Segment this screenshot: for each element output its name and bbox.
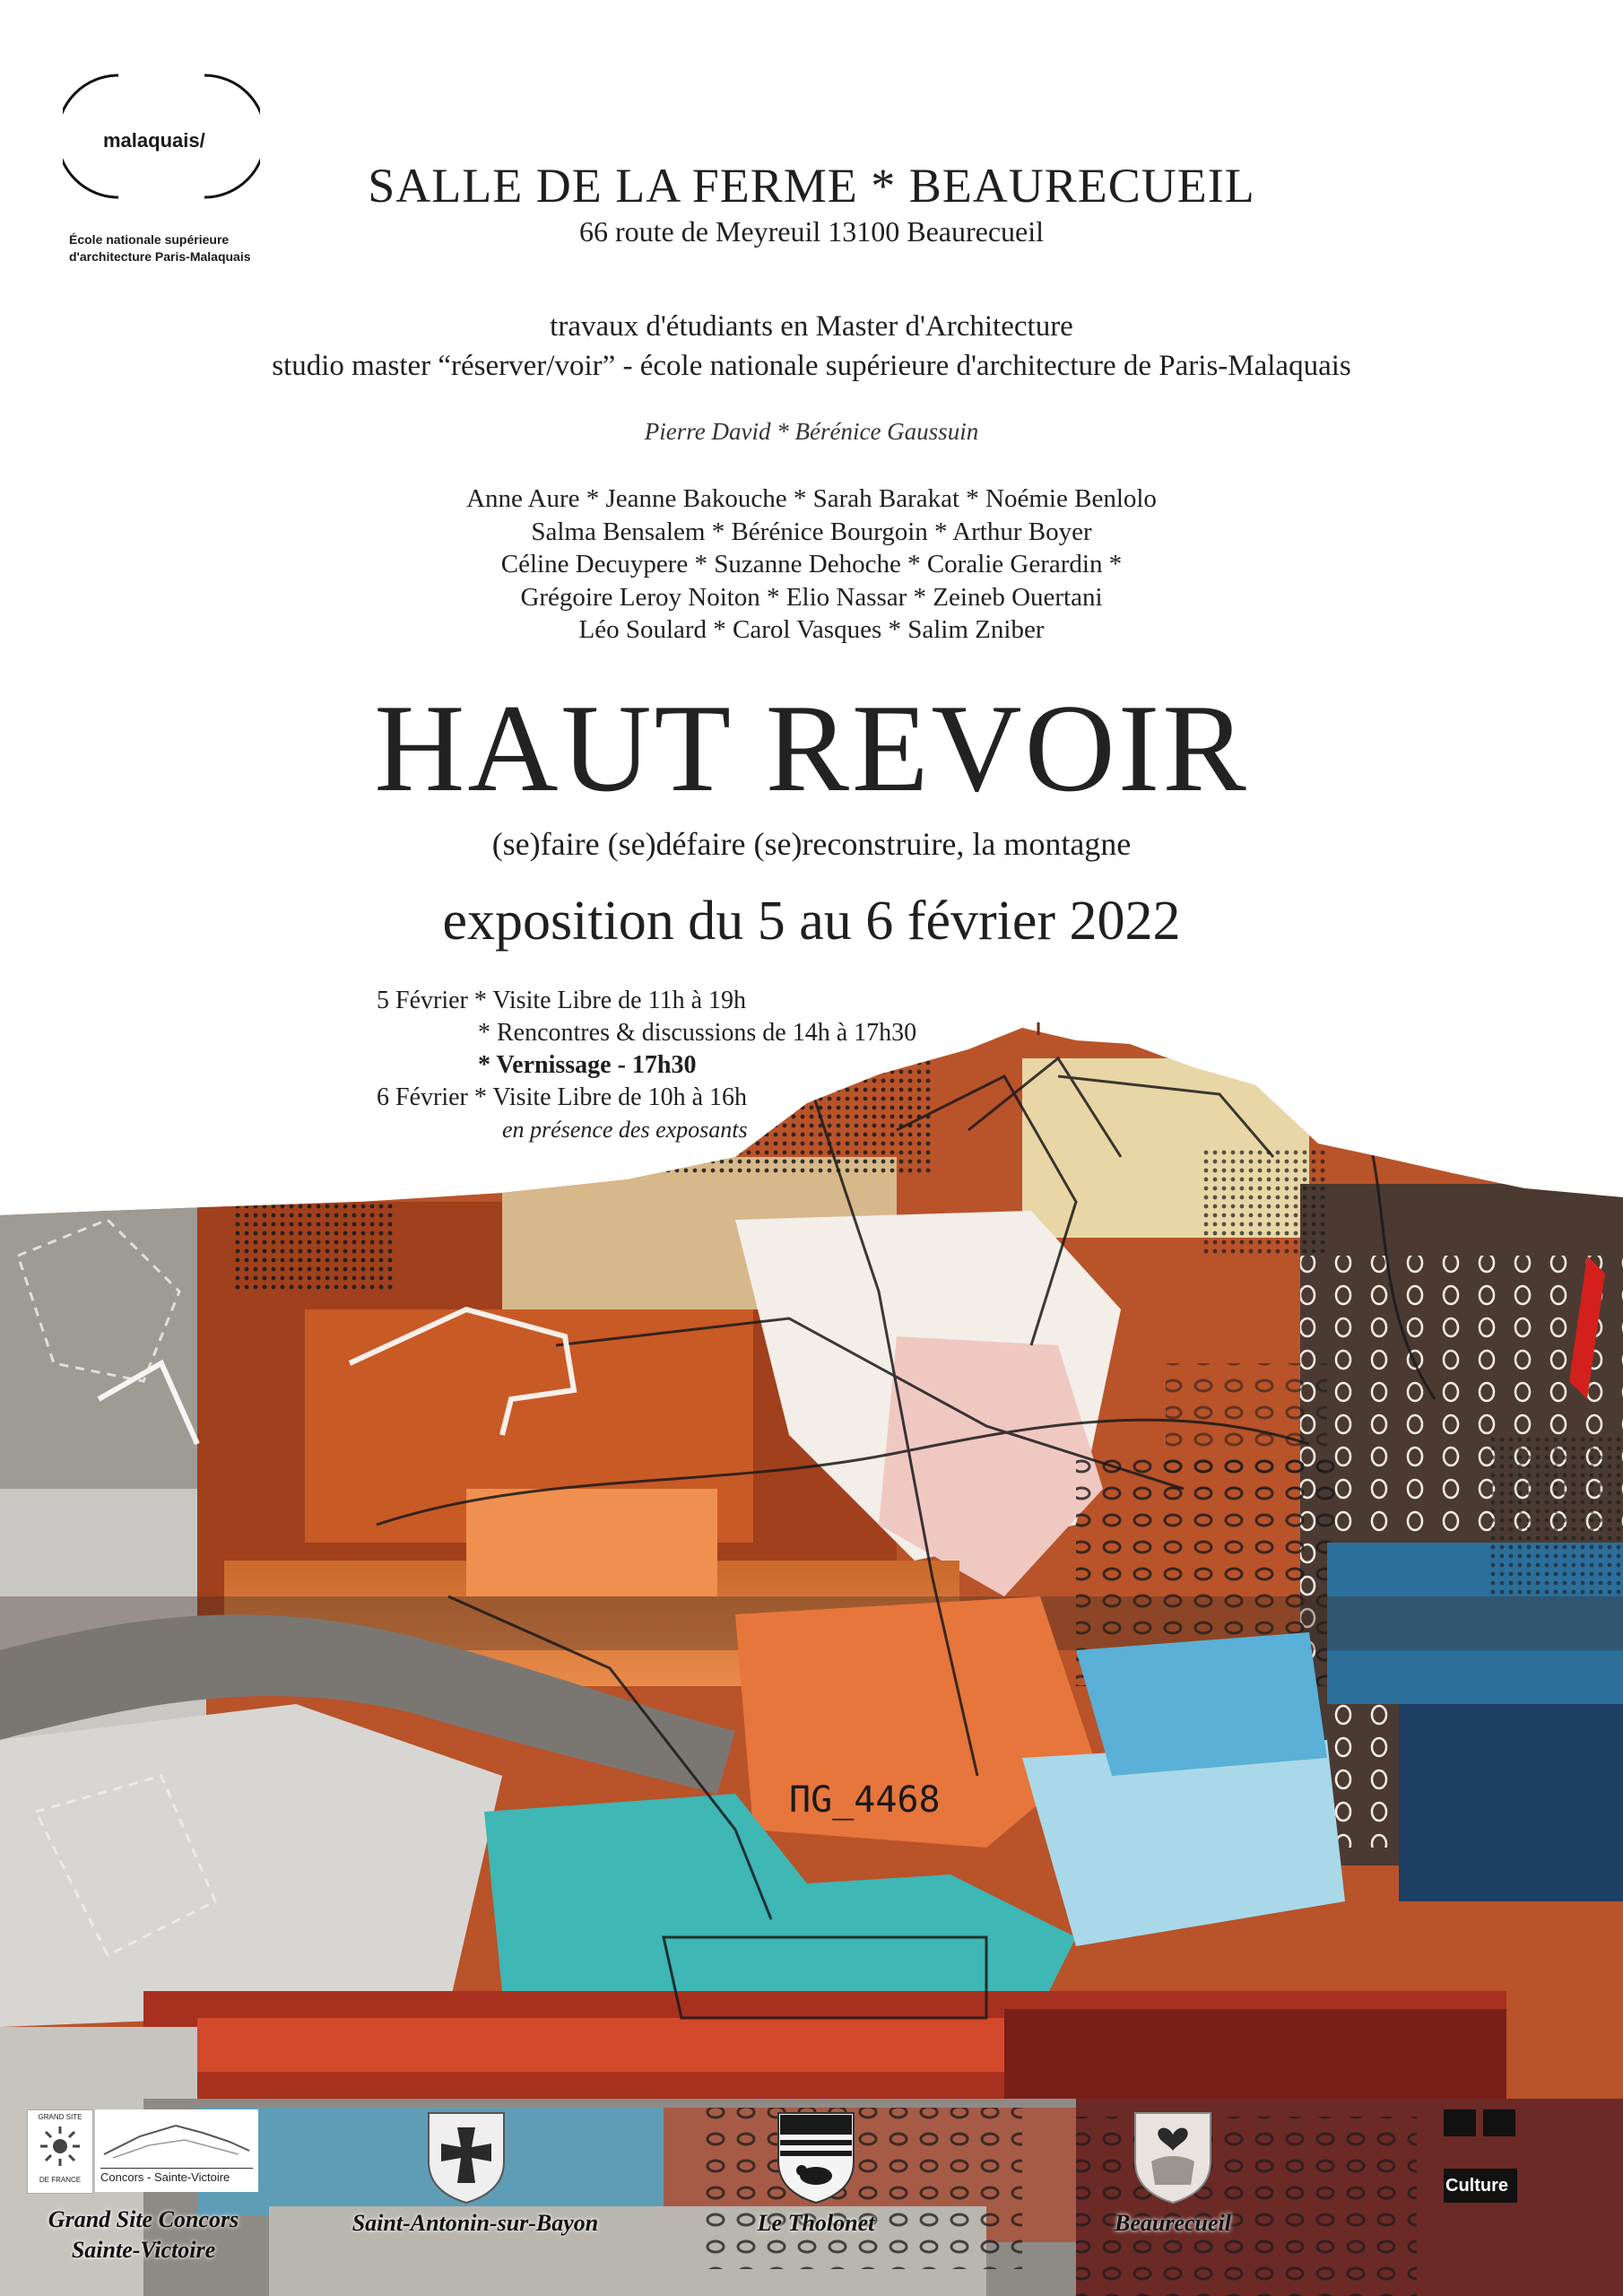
schedule-line4: 6 Février * Visite Libre de 10h à 16h [377, 1083, 748, 1111]
saint-antonin-shield-icon [421, 2108, 511, 2206]
schedule-line2: * Rencontres & discussions de 14h à 17h30 [478, 1019, 917, 1047]
students-line: Salma Bensalem * Bérénice Bourgoin * Arthur Boyer [531, 517, 1092, 546]
exhibition-title: HAUT REVOIR [374, 679, 1249, 818]
grand-site-badge [27, 2109, 93, 2194]
culture-logo [1444, 2109, 1515, 2208]
mountain-collage-artwork [0, 1022, 1623, 2296]
grand-site-badge-bottom: DE FRANCE [39, 2176, 82, 2184]
students-line: Anne Aure * Jeanne Bakouche * Sarah Barakat * Noémie Benlolo [466, 484, 1157, 513]
students-line: Grégoire Leroy Noiton * Elio Nassar * Zeineb Ouertani [520, 582, 1103, 612]
concors-banner-text: Concors - Sainte-Victoire [100, 2168, 253, 2184]
exhibition-dates: exposition du 5 au 6 février 2022 [442, 891, 1181, 952]
culture-wordmark: Culture [1444, 2169, 1517, 2203]
schedule-line1: 5 Février * Visite Libre de 11h à 19h [377, 987, 747, 1014]
tholonet-label: Le Tholonet [757, 2210, 875, 2236]
beaurecueil-shield-icon [1128, 2108, 1218, 2206]
grand-site-label-line1: Grand Site Concors [48, 2206, 239, 2232]
logo-caption-line1: École nationale supérieure [69, 232, 230, 247]
concors-banner [95, 2109, 258, 2192]
logo-caption-line2: d'architecture Paris-Malaquais [69, 249, 251, 264]
students-list [0, 483, 1623, 647]
mountain-icon [95, 2109, 258, 2163]
venue-title: SALLE DE LA FERME * BEAURECUEIL [368, 159, 1255, 213]
beaurecueil-label: Beaurecueil [1115, 2210, 1231, 2236]
exhibition-tagline: (se)faire (se)défaire (se)reconstruire, la montagne [491, 826, 1132, 862]
tholonet-shield-icon [771, 2108, 861, 2206]
grand-site-label-line2: Sainte-Victoire [71, 2237, 216, 2263]
schedule-line5: en présence des exposants [502, 1117, 748, 1143]
sun-icon [28, 2121, 92, 2171]
venue-address: 66 route de Meyreuil 13100 Beaurecueil [578, 215, 1045, 248]
logo-wordmark: malaquais/ [103, 129, 205, 152]
students-line: Léo Soulard * Carol Vasques * Salim Zniber [578, 615, 1045, 644]
grand-site-logo [27, 2109, 260, 2192]
students-line: Céline Decuypere * Suzanne Dehoche * Coralie Gerardin * [500, 550, 1123, 578]
handwritten-label: ΠG_4468 [789, 1779, 941, 1821]
subtitle-line2: studio master “réserver/voir” - école nationale supérieure d'architecture de Paris-Malaquais [272, 350, 1351, 382]
teachers: Pierre David * Bérénice Gaussuin [644, 418, 979, 445]
subtitle-line1: travaux d'étudiants en Master d'Architecture [550, 310, 1073, 343]
saint-antonin-label: Saint-Antonin-sur-Bayon [352, 2210, 599, 2236]
schedule-line3: * Vernissage - 17h30 [478, 1051, 697, 1079]
grand-site-badge-top: GRAND SITE [38, 2113, 82, 2121]
